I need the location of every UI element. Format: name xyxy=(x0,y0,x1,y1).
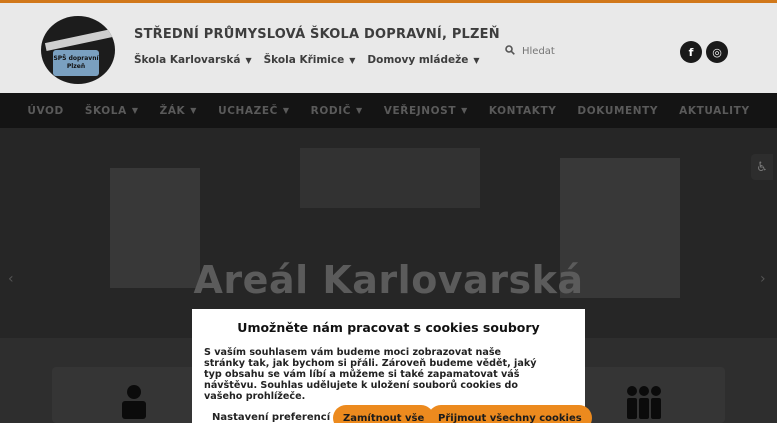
nav-item-uvod[interactable] xyxy=(27,105,64,117)
nav-item-verejnost[interactable] xyxy=(384,105,468,117)
chevron-down-icon: ▼ xyxy=(461,106,468,115)
subnav-item-domovy[interactable] xyxy=(367,54,479,66)
logo-stripe xyxy=(45,29,113,51)
chevron-down-icon: ▼ xyxy=(282,106,290,115)
nav-item-skola[interactable] xyxy=(85,105,139,117)
cookie-preferences-button[interactable]: Nastavení preferencí xyxy=(212,412,331,423)
chevron-down-icon: ▼ xyxy=(473,55,480,65)
nav-label: ŽÁK xyxy=(159,104,186,117)
search-box[interactable] xyxy=(505,43,625,59)
main-nav xyxy=(0,93,777,128)
hero-title: Areál Karlovarská xyxy=(193,258,584,302)
slider-prev-icon[interactable]: ‹ xyxy=(8,271,14,287)
nav-item-aktuality[interactable] xyxy=(679,105,750,117)
instagram-icon[interactable]: ◎ xyxy=(706,41,728,63)
logo-badge xyxy=(53,50,99,76)
subnav-label: Škola Křimice xyxy=(263,54,345,66)
site-header xyxy=(0,3,777,93)
search-input[interactable] xyxy=(522,46,612,57)
school-subnav xyxy=(134,54,480,66)
nav-label: UCHAZEČ xyxy=(218,104,278,117)
facebook-icon[interactable]: f xyxy=(680,41,702,63)
school-logo[interactable] xyxy=(41,16,115,84)
search-icon xyxy=(505,45,515,58)
accessibility-icon[interactable]: ♿ xyxy=(751,154,773,180)
chevron-down-icon: ▼ xyxy=(190,106,198,115)
cookie-dialog-title: Umožněte nám pracovat s cookies soubory xyxy=(237,320,540,335)
nav-item-rodic[interactable] xyxy=(311,105,363,117)
subnav-item-krimice[interactable] xyxy=(264,54,356,66)
logo-text: SPŠ dopravní Plzeň xyxy=(53,55,99,70)
cookie-accept-all-button[interactable]: Přijmout všechny cookies xyxy=(428,405,592,423)
subnav-item-karlovarska[interactable] xyxy=(134,54,252,66)
school-title[interactable]: STŘEDNÍ PRŮMYSLOVÁ ŠKOLA DOPRAVNÍ, PLZEŇ xyxy=(134,27,500,42)
nav-item-dokumenty[interactable] xyxy=(577,105,658,117)
subnav-label: Domovy mládeže xyxy=(367,54,469,66)
nav-label: AKTUALITY xyxy=(679,104,750,117)
chevron-down-icon: ▼ xyxy=(245,55,252,65)
nav-label: RODIČ xyxy=(310,104,352,117)
nav-item-uchazec[interactable] xyxy=(218,105,290,117)
slider-next-icon[interactable]: › xyxy=(760,271,766,287)
cookie-dialog-text: S vaším souhlasem vám budeme moci zobrazovat naše stránky tak, jak bychom si přáli. Zároveň budeme vědět, jaký typ obsahu se vám líbí a můžeme si také zapamatovat váš návštěvu. Souhlas udělujete k uložení souborů cookies do vašeho prohlížeče. xyxy=(204,347,537,402)
group-icon xyxy=(624,383,664,423)
cookie-dialog xyxy=(192,309,585,423)
cookie-reject-all-button[interactable]: Zamítnout vše xyxy=(333,405,434,423)
chevron-down-icon: ▼ xyxy=(349,55,356,65)
nav-label: ŠKOLA xyxy=(84,104,127,117)
nav-label: DOKUMENTY xyxy=(577,104,659,117)
nav-item-zak[interactable] xyxy=(160,105,197,117)
hero-building-shape xyxy=(300,148,480,208)
nav-label: ÚVOD xyxy=(27,104,64,117)
subnav-label: Škola Karlovarská xyxy=(134,54,241,66)
chevron-down-icon: ▼ xyxy=(131,106,139,115)
student-icon xyxy=(118,383,150,423)
nav-item-kontakty[interactable] xyxy=(489,105,557,117)
nav-label: VEŘEJNOST xyxy=(383,104,457,117)
nav-label: KONTAKTY xyxy=(488,104,557,117)
chevron-down-icon: ▼ xyxy=(356,106,363,115)
